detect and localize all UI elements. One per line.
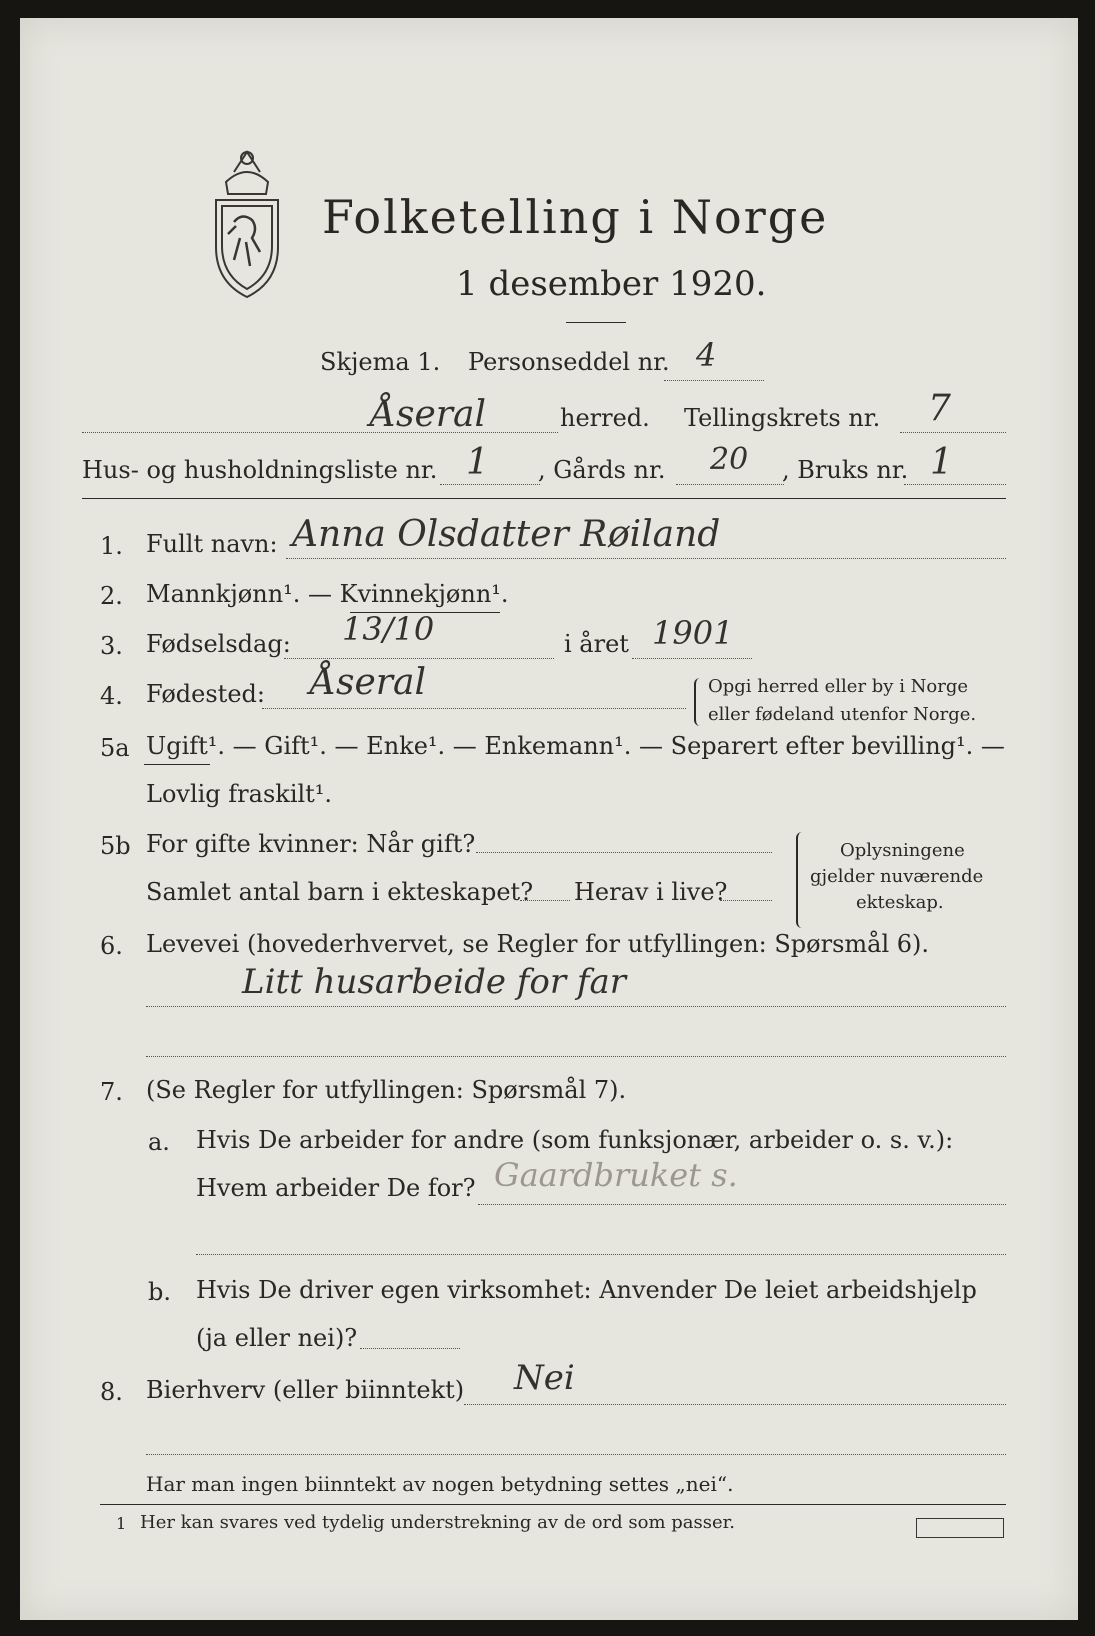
q3-year-dots [632,658,752,659]
q4-number: 4. [100,682,123,710]
hus-label: Hus- og husholdningsliste nr. [82,456,438,484]
q5b-married-dots [476,852,772,853]
q5b-line-1: For gifte kvinner: Når gift? [146,830,476,858]
person-value: 4 [696,336,717,374]
q7b-letter: b. [148,1278,171,1306]
coat-of-arms-icon [206,142,288,302]
q8-label: Bierhverv (eller biinntekt) [146,1376,465,1404]
q5b-alive-dots [720,900,772,901]
q8-dots-2 [146,1454,1006,1455]
bruks-value: 1 [930,442,953,483]
gards-dots [676,484,784,485]
q1-label: Fullt navn: [146,530,278,558]
q2-number: 2. [100,582,123,610]
q5b-brace [796,832,808,928]
q7a-dots-2 [196,1254,1006,1255]
q7-label: (Se Regler for utfyllingen: Spørsmål 7). [146,1076,627,1104]
q8-value: Nei [514,1358,575,1398]
footnote-mark: 1 [116,1514,127,1533]
bruks-dots [904,484,1006,485]
header-divider [82,498,1006,499]
q7b-dots [360,1348,460,1349]
q6-dots-1 [146,1006,1006,1007]
herred-dots [82,432,558,433]
footer-note: Har man ingen biinntekt av nogen betydning settes „nei“. [146,1472,734,1496]
form-date: 1 desember 1920. [456,264,767,304]
q1-dots [286,558,1006,559]
q4-note-1: Opgi herred eller by i Norge [708,676,969,697]
q5b-line-2a: Samlet antal barn i ekteskapet? [146,878,534,906]
q3-year-label: i året [564,630,629,658]
krets-value: 7 [928,388,951,429]
q4-label: Fødested: [146,680,265,708]
bruks-label: , Bruks nr. [782,456,909,484]
q5b-note-3: ekteskap. [856,892,944,913]
q6-value: Litt husarbeide for far [242,962,627,1002]
person-dots [664,380,764,381]
schema-label: Skjema 1. [320,348,441,376]
q5b-note-1: Oplysningene [840,840,965,861]
q7a-letter: a. [148,1128,170,1156]
q8-dots-1 [464,1404,1006,1405]
q2-label: Mannkjønn¹. — Kvinnekjønn¹. [146,580,509,608]
gards-value: 20 [710,442,749,477]
q5a-line-1: Ugift¹. — Gift¹. — Enke¹. — Enkemann¹. — Separert efter bevilling¹. — [146,732,1005,760]
herred-value: Åseral [370,394,486,435]
q3-label: Fødselsdag: [146,630,291,658]
person-label: Personseddel nr. [468,348,670,376]
q5a-line-2: Lovlig fraskilt¹. [146,780,333,808]
q3-dots [284,658,554,659]
census-form-page [20,18,1078,1620]
q6-dots-2 [146,1056,1006,1057]
q1-value: Anna Olsdatter Røiland [292,514,721,555]
q7b-line-1: Hvis De driver egen virksomhet: Anvender De leiet arbeidshjelp [196,1276,977,1304]
q7b-line-2: (ja eller nei)? [196,1324,358,1352]
q5b-children-dots [520,900,570,901]
q5b-line-2b: Herav i live? [574,878,728,906]
q1-number: 1. [100,532,123,560]
q4-value: Åseral [310,662,426,703]
q5b-number: 5b [100,832,131,860]
q6-label: Levevei (hovederhvervet, se Regler for utfyllingen: Spørsmål 6). [146,930,930,958]
krets-dots [900,432,1006,433]
herred-label: herred. [560,404,650,432]
q7a-line-2: Hvem arbeider De for? [196,1174,476,1202]
footer-divider [100,1504,1006,1505]
printer-stamp [916,1518,1004,1538]
q5b-note-2: gjelder nuværende [810,866,984,887]
krets-label: Tellingskrets nr. [684,404,881,432]
q8-number: 8. [100,1378,123,1406]
q4-note-2: eller fødeland utenfor Norge. [708,704,977,725]
q4-dots [262,708,686,709]
q7a-value: Gaardbruket s. [494,1156,738,1194]
q6-number: 6. [100,932,123,960]
q5a-underline [144,764,210,765]
q3-number: 3. [100,632,123,660]
gards-label: , Gårds nr. [538,456,666,484]
hus-value: 1 [466,442,489,483]
footnote-text: Her kan svares ved tydelig understrekning av de ord som passer. [140,1512,735,1533]
q7a-dots-1 [478,1204,1006,1205]
q7-number: 7. [100,1078,123,1106]
hus-dots [440,484,540,485]
q3-year-value: 1901 [652,614,734,652]
q4-brace [694,678,706,726]
q5a-number: 5a [100,734,130,762]
q3-value: 13/10 [342,610,435,648]
form-title: Folketelling i Norge [322,190,829,244]
q7a-line-1: Hvis De arbeider for andre (som funksjonær, arbeider o. s. v.): [196,1126,954,1154]
title-divider [566,322,626,323]
